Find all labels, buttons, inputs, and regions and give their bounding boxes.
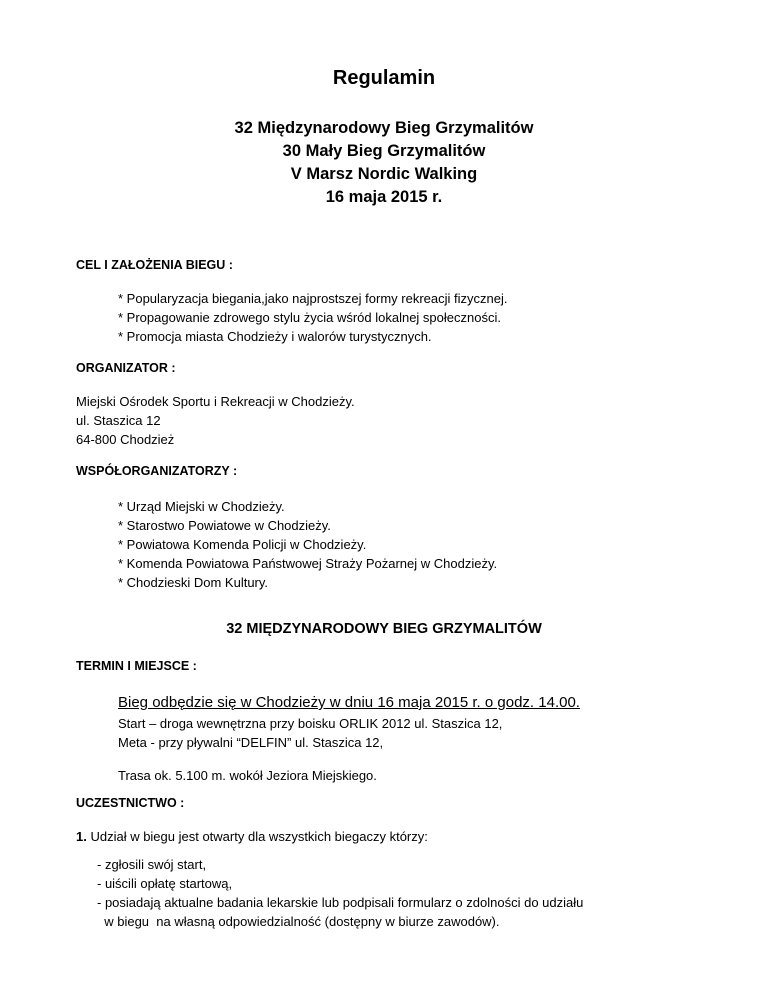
- wspolorganizator-item-3: * Powiatowa Komenda Policji w Chodzieży.: [118, 537, 367, 552]
- subtitle-line-3: V Marsz Nordic Walking: [290, 165, 478, 183]
- subtitle-line-4: 16 maja 2015 r.: [325, 188, 443, 206]
- point-text: Udział w biegu jest otwarty dla wszystkich biegaczy którzy:: [86, 829, 428, 844]
- termin-meta: Meta - przy pływalni “DELFIN” ul. Staszica 12,: [118, 735, 384, 750]
- uczestnictwo-point: [76, 827, 428, 846]
- subtitle-line-2: 30 Mały Bieg Grzymalitów: [282, 142, 486, 160]
- cel-item-2: * Propagowanie zdrowego stylu życia wśród lokalnej społeczności.: [118, 310, 501, 325]
- wspolorganizator-item-5: * Chodzieski Dom Kultury.: [118, 575, 269, 590]
- point-number: 1.: [76, 829, 87, 844]
- wspolorganizatorzy-heading: WSPÓŁORGANIZATORZY :: [76, 464, 238, 478]
- uczestnictwo-heading: UCZESTNICTWO :: [76, 796, 185, 810]
- wspolorganizator-item-2: * Starostwo Powiatowe w Chodzieży.: [118, 518, 331, 533]
- termin-start: Start – droga wewnętrzna przy boisku ORLIK 2012 ul. Staszica 12,: [118, 716, 503, 731]
- wspolorganizator-item-4: * Komenda Powiatowa Państwowej Straży Pożarnej w Chodzieży.: [118, 556, 498, 571]
- section-title: 32 MIĘDZYNARODOWY BIEG GRZYMALITÓW: [226, 621, 542, 637]
- cel-heading: CEL I ZAŁOŻENIA BIEGU :: [76, 258, 233, 272]
- cel-item-1: * Popularyzacja biegania,jako najprostszej formy rekreacji fizycznej.: [118, 291, 508, 306]
- organizator-heading: ORGANIZATOR :: [76, 361, 176, 375]
- subtitle-line-1: 32 Międzynarodowy Bieg Grzymalitów: [234, 119, 534, 137]
- cel-item-3: * Promocja miasta Chodzieży i walorów turystycznych.: [118, 329, 432, 344]
- termin-main: Bieg odbędzie się w Chodzieży w dniu 16 maja 2015 r. o godz. 14.00.: [118, 694, 580, 711]
- organizator-line-1: Miejski Ośrodek Sportu i Rekreacji w Chodzieży.: [76, 394, 355, 409]
- document-title: Regulamin: [332, 67, 436, 89]
- uczestnictwo-item-2: - uiścili opłatę startową,: [97, 876, 233, 891]
- wspolorganizator-item-1: * Urząd Miejski w Chodzieży.: [118, 499, 285, 514]
- uczestnictwo-item-3: - posiadają aktualne badania lekarskie lub podpisali formularz o zdolności do udziału: [97, 895, 584, 910]
- uczestnictwo-item-4: w biegu na własną odpowiedzialność (dostępny w biurze zawodów).: [97, 914, 500, 929]
- organizator-line-2: ul. Staszica 12: [76, 413, 161, 428]
- termin-heading: TERMIN I MIEJSCE :: [76, 659, 197, 673]
- uczestnictwo-item-1: - zgłosili swój start,: [97, 857, 207, 872]
- termin-trasa: Trasa ok. 5.100 m. wokół Jeziora Miejskiego.: [118, 768, 377, 783]
- organizator-line-3: 64-800 Chodzież: [76, 432, 175, 447]
